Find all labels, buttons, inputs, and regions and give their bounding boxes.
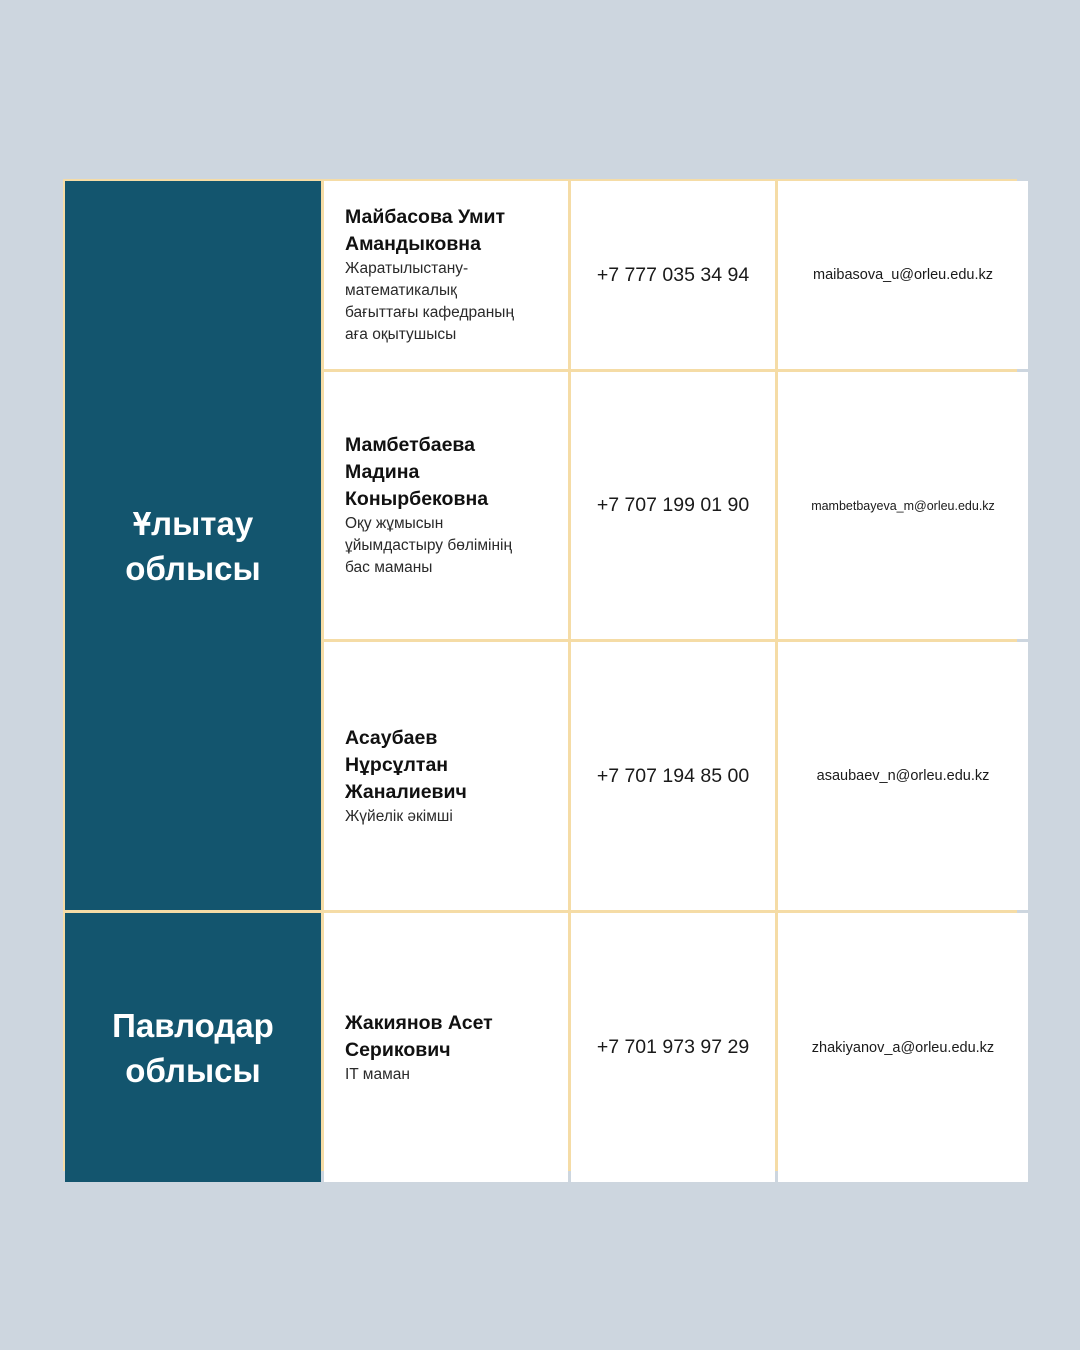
person-role: Жаратылыстану- математикалық бағыттағы кафедраның аға оқытушысы xyxy=(345,260,515,343)
person-cell xyxy=(324,181,568,369)
email-address[interactable]: asaubaev_n@orleu.edu.kz xyxy=(816,768,990,784)
person-role: Жүйелік әкімші xyxy=(345,807,453,825)
region-cell-pavlodar xyxy=(65,913,321,1182)
person-cell xyxy=(324,642,568,910)
person-role: IT маман xyxy=(345,1065,410,1083)
contacts-table xyxy=(63,179,1017,1171)
region-name: Ұлытау облысы xyxy=(125,504,261,587)
person-name: Жакиянов Асет Серикович xyxy=(345,1011,493,1061)
email-cell xyxy=(778,372,1028,639)
person-cell xyxy=(324,372,568,639)
region-cell-ulytau xyxy=(65,181,321,910)
email-address[interactable]: maibasova_u@orleu.edu.kz xyxy=(813,267,993,283)
email-cell xyxy=(778,181,1028,369)
email-address[interactable]: zhakiyanov_a@orleu.edu.kz xyxy=(811,1039,995,1056)
phone-cell xyxy=(571,181,775,369)
email-cell xyxy=(778,642,1028,910)
phone-number[interactable]: +7 707 194 85 00 xyxy=(596,764,750,787)
phone-number[interactable]: +7 701 973 97 29 xyxy=(596,1036,750,1058)
email-address[interactable]: mambetbayeva_m@orleu.edu.kz xyxy=(811,498,995,513)
phone-number[interactable]: +7 777 035 34 94 xyxy=(596,263,750,286)
phone-cell xyxy=(571,642,775,910)
email-cell xyxy=(778,913,1028,1182)
phone-cell xyxy=(571,372,775,639)
person-name: Асаубаев Нұрсұлтан Жаналиевич xyxy=(345,726,467,803)
person-name: Мамбетбаева Мадина Конырбековна xyxy=(345,434,489,510)
region-name: Павлодар облысы xyxy=(112,1006,274,1089)
person-role: Оқу жұмысын ұйымдастыру бөлімінің бас маманы xyxy=(345,515,513,576)
phone-cell xyxy=(571,913,775,1182)
person-cell xyxy=(324,913,568,1182)
phone-number[interactable]: +7 707 199 01 90 xyxy=(596,494,750,516)
person-name: Майбасова Умит Амандыковна xyxy=(345,206,506,255)
